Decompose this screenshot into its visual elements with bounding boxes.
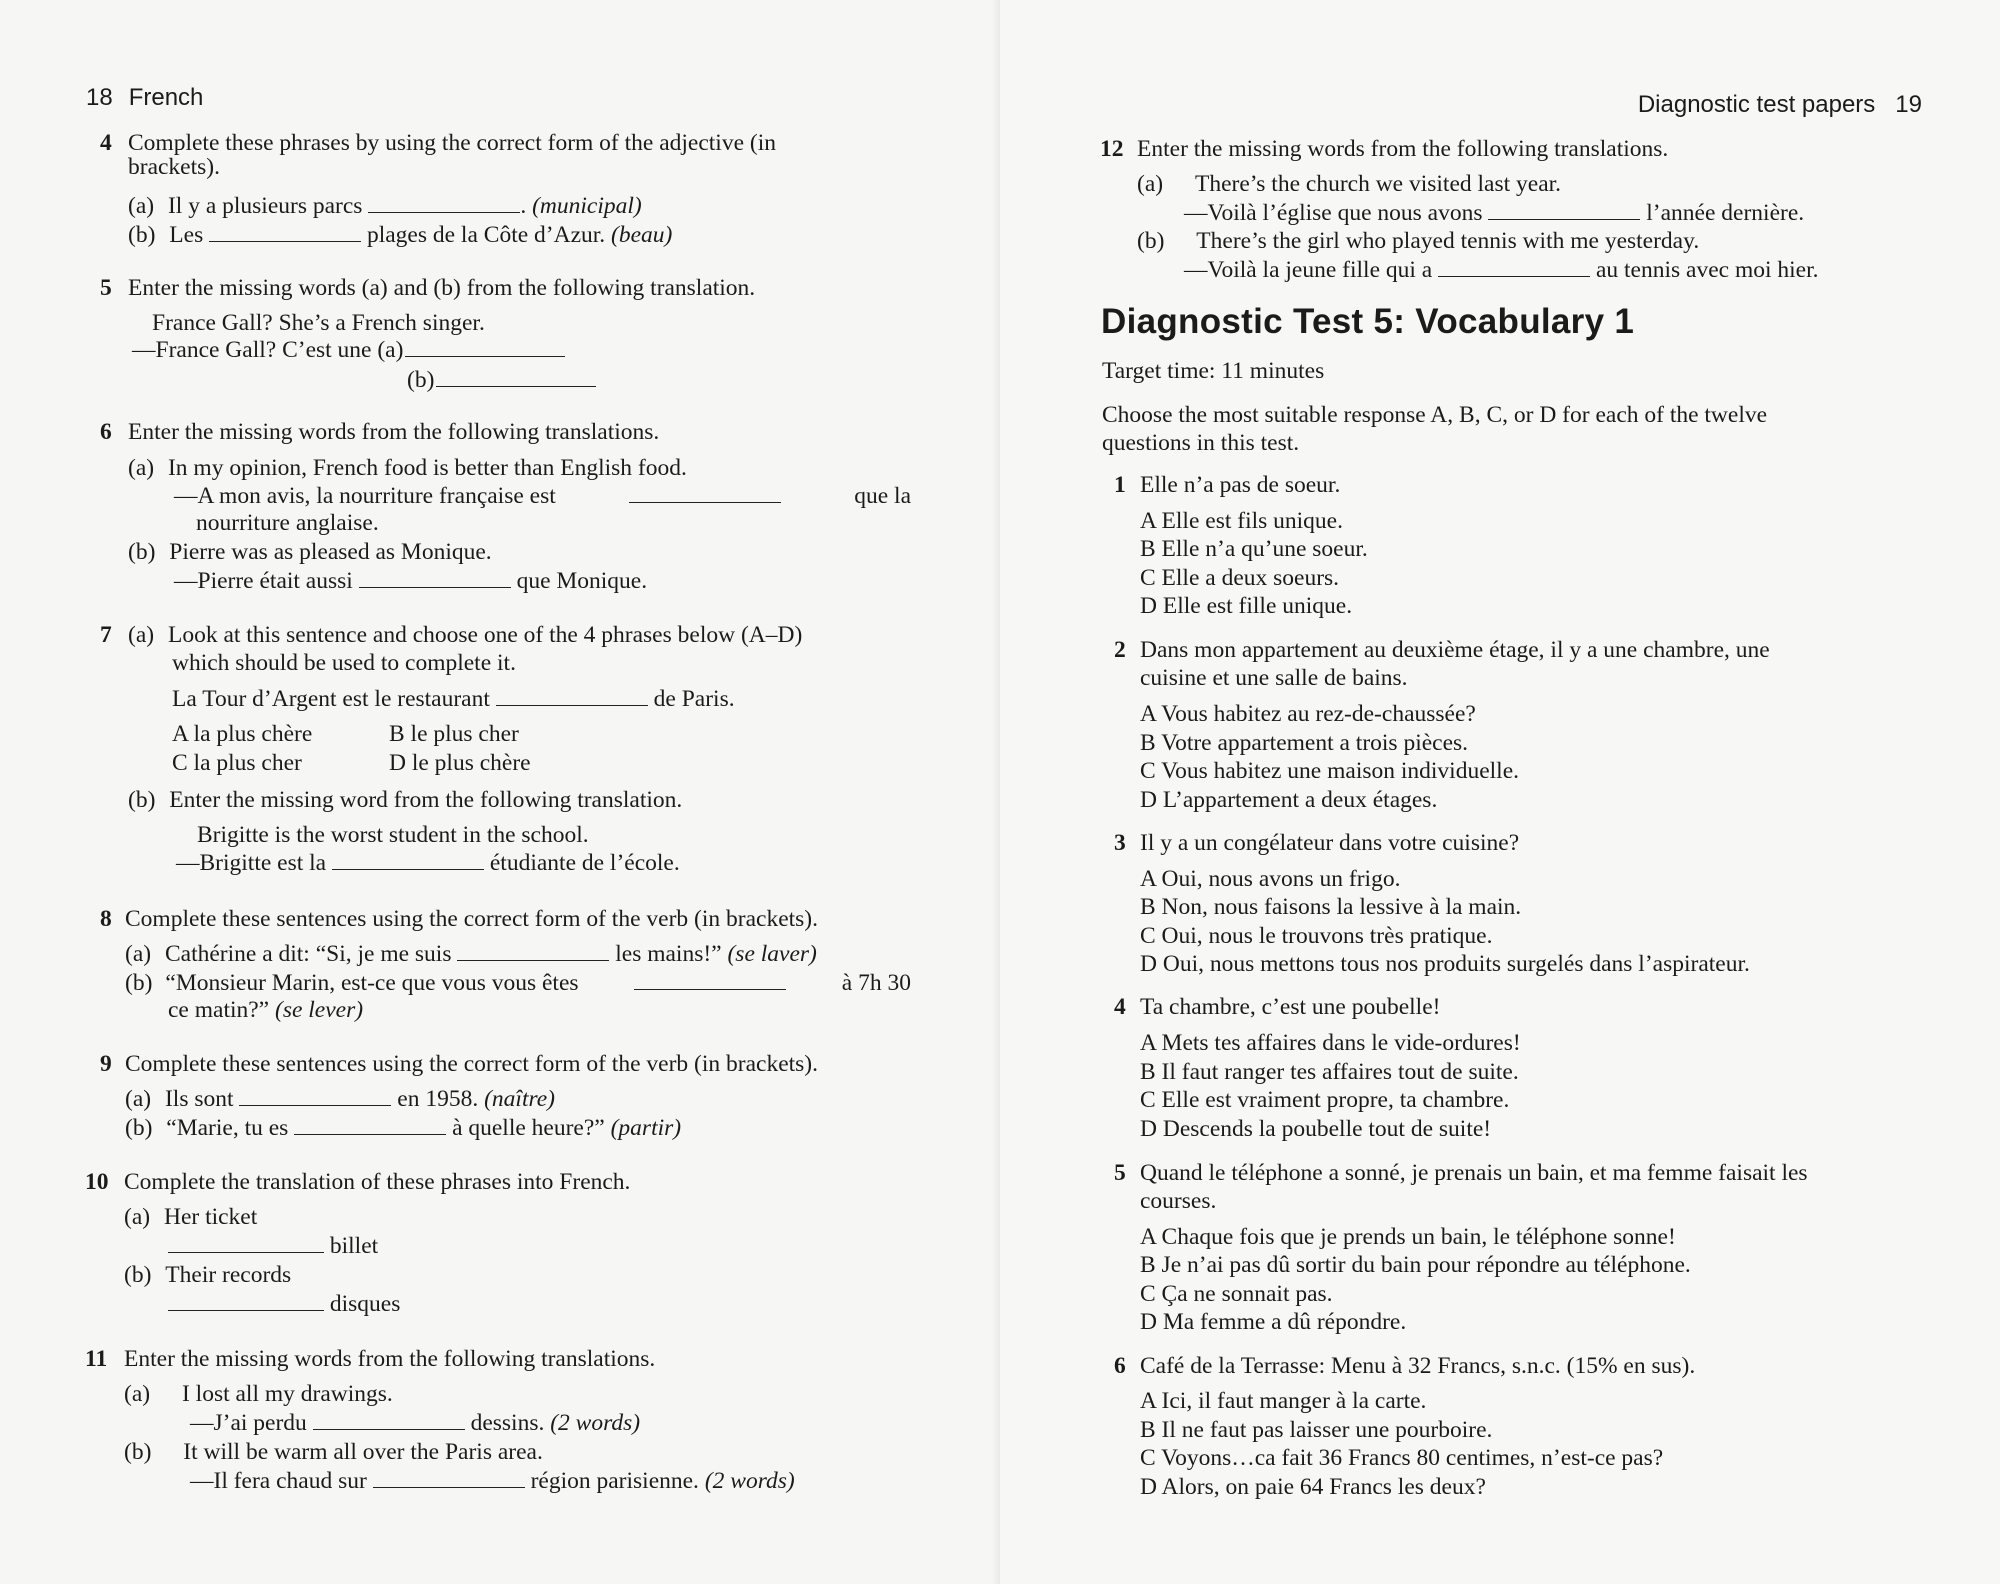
item-4b xyxy=(128,221,672,249)
option-a: A Chaque fois que je prends un bain, le téléphone sonne! xyxy=(1140,1224,1676,1250)
option-c: C la plus cher xyxy=(172,750,302,776)
item-label: (a) xyxy=(124,1381,151,1407)
item-label: (b) xyxy=(125,1115,153,1141)
option-c: C Ça ne sonnait pas. xyxy=(1140,1281,1333,1307)
item-text: . xyxy=(520,193,527,219)
item-text: Les xyxy=(169,222,204,248)
item-9b xyxy=(125,1114,681,1142)
item-text: La Tour d’Argent est le restaurant xyxy=(172,686,490,712)
item-text: plages de la Côte d’Azur. xyxy=(366,222,606,248)
item-text: en 1958. xyxy=(397,1086,479,1112)
instruction-text: Look at this sentence and choose one of the 4 phrases below (A–D) xyxy=(167,622,803,648)
item-text: ce matin?” xyxy=(168,997,270,1023)
question-number: 11 xyxy=(85,1346,108,1372)
option-c: C Elle est vraiment propre, ta chambre. xyxy=(1140,1087,1510,1113)
item-text: billet xyxy=(329,1233,379,1259)
option-b: B Je n’ai pas dû sortir du bain pour répondre au téléphone. xyxy=(1140,1252,1691,1278)
question-line: Dans mon appartement au deuxième étage, il y a une chambre, une xyxy=(1140,637,1770,663)
answer-blank xyxy=(239,1085,391,1106)
english-sentence: Their records xyxy=(165,1262,292,1288)
item-text: —Voilà l’église que nous avons xyxy=(1184,200,1483,226)
item-text: que Monique. xyxy=(516,568,648,594)
item-text: que la xyxy=(854,483,911,509)
item-text: —Brigitte est la xyxy=(176,850,327,876)
hint-text: (se laver) xyxy=(727,941,817,967)
item-label: (a) xyxy=(125,1086,152,1112)
question-number: 6 xyxy=(1114,1353,1126,1379)
item-11b xyxy=(124,1438,543,1466)
option-c: C Vous habitez une maison individuelle. xyxy=(1140,758,1520,784)
option-c: C Elle a deux soeurs. xyxy=(1140,565,1340,591)
item-label: (b) xyxy=(124,1262,152,1288)
instruction-text: Enter the missing words from the following translations. xyxy=(124,1346,656,1372)
item-text: étudiante de l’école. xyxy=(489,850,680,876)
hint-text: (municipal) xyxy=(532,193,642,219)
answer-blank xyxy=(313,1409,465,1430)
option-a: A Oui, nous avons un frigo. xyxy=(1140,866,1401,892)
item-text: nourriture anglaise. xyxy=(196,510,379,536)
option-c: C Voyons…ca fait 36 Francs 80 centimes, n’est-ce pas? xyxy=(1140,1445,1664,1471)
option-a: A la plus chère xyxy=(172,721,313,747)
french-sentence xyxy=(176,849,680,877)
question-4 xyxy=(128,129,911,157)
question-text: Café de la Terrasse: Menu à 32 Francs, s.n.c. (15% en sus). xyxy=(1140,1353,1696,1379)
english-sentence: There’s the church we visited last year. xyxy=(1194,171,1562,197)
english-sentence: Brigitte is the worst student in the school. xyxy=(197,822,589,848)
english-sentence: In my opinion, French food is better than English food. xyxy=(167,455,687,481)
answer-blank xyxy=(634,969,786,990)
english-sentence: Pierre was as pleased as Monique. xyxy=(169,539,492,565)
item-10a-answer xyxy=(168,1232,378,1260)
french-sentence xyxy=(1184,256,1819,284)
item-text: “Marie, tu es xyxy=(166,1115,289,1141)
item-text: —A mon avis, la nourriture française est xyxy=(174,483,556,509)
answer-blank xyxy=(373,1467,525,1488)
instruction-text: questions in this test. xyxy=(1102,430,1300,456)
item-label: (a) xyxy=(124,1204,151,1230)
item-label: (a) xyxy=(128,455,155,481)
question-text: Elle n’a pas de soeur. xyxy=(1140,472,1341,498)
instruction-text: brackets). xyxy=(128,154,220,180)
item-6a xyxy=(128,454,687,482)
french-sentence xyxy=(190,1409,640,1437)
item-text: —J’ai perdu xyxy=(190,1410,307,1436)
item-12a xyxy=(1137,170,1561,198)
item-7b xyxy=(128,786,682,814)
answer-blank xyxy=(294,1114,446,1135)
item-text: dessins. xyxy=(470,1410,545,1436)
item-10b xyxy=(124,1261,291,1289)
item-text: région parisienne. xyxy=(530,1468,699,1494)
question-text: Il y a un congélateur dans votre cuisine? xyxy=(1140,830,1520,856)
running-head-right xyxy=(1638,91,1922,119)
hint-text: (beau) xyxy=(611,222,673,248)
answer-blank xyxy=(496,685,648,706)
option-b: B Il faut ranger tes affaires tout de suite. xyxy=(1140,1059,1519,1085)
page-number: 19 xyxy=(1895,91,1922,118)
item-text: l’année dernière. xyxy=(1646,200,1805,226)
question-number: 5 xyxy=(100,275,112,301)
item-text: les mains!” xyxy=(615,941,722,967)
item-10a xyxy=(124,1203,257,1231)
item-text: à 7h 30 xyxy=(841,970,911,996)
item-9a xyxy=(125,1085,555,1113)
option-a: A Elle est fils unique. xyxy=(1140,508,1343,534)
instruction-text: Enter the missing words from the following translations. xyxy=(1137,136,1669,162)
instruction-text: which should be used to complete it. xyxy=(172,650,516,676)
question-text: courses. xyxy=(1140,1188,1217,1214)
question-number: 12 xyxy=(1100,136,1124,162)
item-label: (a) xyxy=(128,622,155,648)
option-a: A Ici, il faut manger à la carte. xyxy=(1140,1388,1427,1414)
item-4a xyxy=(128,192,642,220)
question-number: 4 xyxy=(100,130,112,156)
instruction-text: Enter the missing words (a) and (b) from the following translation. xyxy=(128,275,756,301)
option-b: B Il ne faut pas laisser une pourboire. xyxy=(1140,1417,1493,1443)
item-text: Cathérine a dit: “Si, je me suis xyxy=(164,941,452,967)
item-label: (b) xyxy=(128,787,156,813)
question-number: 6 xyxy=(100,419,112,445)
option-d: D L’appartement a deux étages. xyxy=(1140,787,1438,813)
answer-blank xyxy=(436,366,596,387)
item-8a xyxy=(125,940,817,968)
item-text: —France Gall? C’est une (a) xyxy=(132,337,404,363)
french-sentence xyxy=(190,1467,795,1495)
option-b: B Non, nous faisons la lessive à la main. xyxy=(1140,894,1522,920)
item-text: au tennis avec moi hier. xyxy=(1595,257,1819,283)
hint-text: (2 words) xyxy=(550,1410,641,1436)
answer-blank xyxy=(332,849,484,870)
item-7a xyxy=(128,621,802,649)
item-5b xyxy=(407,366,596,394)
item-text: —Voilà la jeune fille qui a xyxy=(1184,257,1433,283)
item-text: Ils sont xyxy=(164,1086,234,1112)
running-head-left xyxy=(86,84,203,112)
hint-text: (naître) xyxy=(484,1086,556,1112)
french-sentence xyxy=(174,567,647,595)
english-sentence: It will be warm all over the Paris area. xyxy=(183,1439,543,1465)
french-sentence xyxy=(174,482,911,510)
instruction-text: Enter the missing words from the following translations. xyxy=(128,419,660,445)
option-b: B Votre appartement a trois pièces. xyxy=(1140,730,1469,756)
question-text: cuisine et une salle de bains. xyxy=(1140,665,1408,691)
english-sentence: France Gall? She’s a French singer. xyxy=(152,310,485,336)
item-label: (b) xyxy=(128,222,156,248)
answer-blank xyxy=(629,482,781,503)
instruction-text: Complete these phrases by using the correct form of the adjective (in xyxy=(128,130,776,156)
item-text: “Monsieur Marin, est-ce que vous vous êtes xyxy=(165,970,579,996)
option-b: B Elle n’a qu’une soeur. xyxy=(1140,536,1368,562)
question-number: 8 xyxy=(100,906,112,932)
hint-text: (se lever) xyxy=(275,997,364,1023)
english-sentence: There’s the girl who played tennis with me yesterday. xyxy=(1196,228,1700,254)
hint-text: (2 words) xyxy=(704,1468,795,1494)
option-d: D Ma femme a dû répondre. xyxy=(1140,1309,1407,1335)
item-8b xyxy=(125,969,911,997)
item-10b-answer xyxy=(168,1290,400,1318)
instruction-text: Complete the translation of these phrases into French. xyxy=(124,1169,631,1195)
option-d: D le plus chère xyxy=(389,750,531,776)
english-sentence: Her ticket xyxy=(163,1204,258,1230)
item-label: (b) xyxy=(125,970,153,996)
item-6b xyxy=(128,538,492,566)
item-label: (b) xyxy=(1137,228,1165,254)
answer-blank xyxy=(168,1290,324,1311)
item-text: —Pierre était aussi xyxy=(174,568,353,594)
question-number: 7 xyxy=(100,622,112,648)
answer-blank xyxy=(1438,256,1590,277)
french-sentence xyxy=(1184,199,1804,227)
instruction-text: Complete these sentences using the correct form of the verb (in brackets). xyxy=(125,1051,818,1077)
question-number: 4 xyxy=(1114,994,1126,1020)
item-label: (a) xyxy=(125,941,152,967)
question-number: 9 xyxy=(100,1051,112,1077)
answer-blank xyxy=(209,221,361,242)
question-text: Ta chambre, c’est une poubelle! xyxy=(1140,994,1441,1020)
running-head-title: French xyxy=(128,84,204,111)
option-b: B le plus cher xyxy=(389,721,519,747)
answer-blank xyxy=(1488,199,1640,220)
item-text: à quelle heure?” xyxy=(452,1115,605,1141)
page-number: 18 xyxy=(86,84,113,111)
answer-blank xyxy=(405,336,565,357)
option-c: C Oui, nous le trouvons très pratique. xyxy=(1140,923,1493,949)
english-sentence: I lost all my drawings. xyxy=(181,1381,393,1407)
target-time: Target time: 11 minutes xyxy=(1102,358,1325,384)
question-number: 3 xyxy=(1114,830,1126,856)
option-d: D Descends la poubelle tout de suite! xyxy=(1140,1116,1492,1142)
item-label: (b) xyxy=(124,1439,152,1465)
item-11a xyxy=(124,1380,393,1408)
item-label: (b) xyxy=(407,367,435,393)
option-a: A Vous habitez au rez-de-chaussée? xyxy=(1140,701,1476,727)
question-line: Quand le téléphone a sonné, je prenais un bain, et ma femme faisait les xyxy=(1140,1160,1808,1186)
item-8b-cont xyxy=(168,996,363,1024)
answer-blank xyxy=(457,940,609,961)
option-d: D Oui, nous mettons tous nos produits surgelés dans l’aspirateur. xyxy=(1140,951,1750,977)
item-12b xyxy=(1137,227,1699,255)
hint-text: (partir) xyxy=(610,1115,682,1141)
question-number: 2 xyxy=(1114,637,1126,663)
option-d: D Elle est fille unique. xyxy=(1140,593,1353,619)
running-head-title: Diagnostic test papers xyxy=(1637,91,1876,118)
question-number: 1 xyxy=(1114,472,1126,498)
answer-blank xyxy=(168,1232,324,1253)
instruction-text: Complete these sentences using the correct form of the verb (in brackets). xyxy=(125,906,818,932)
question-number: 10 xyxy=(85,1169,109,1195)
item-label: (a) xyxy=(128,193,155,219)
option-d: D Alors, on paie 64 Francs les deux? xyxy=(1140,1474,1486,1500)
option-a: A Mets tes affaires dans le vide-ordures! xyxy=(1140,1030,1521,1056)
answer-blank xyxy=(368,192,520,213)
instruction-text: Choose the most suitable response A, B, C, or D for each of the twelve xyxy=(1102,402,1768,428)
item-text: Il y a plusieurs parcs xyxy=(167,193,363,219)
item-text: disques xyxy=(329,1291,401,1317)
answer-blank xyxy=(359,567,511,588)
french-sentence xyxy=(132,336,565,364)
instruction-text: Enter the missing word from the following translation. xyxy=(169,787,683,813)
question-number: 5 xyxy=(1114,1160,1126,1186)
section-heading: Diagnostic Test 5: Vocabulary 1 xyxy=(1101,302,1635,341)
question-text xyxy=(1140,1159,1926,1187)
intro-text xyxy=(1102,401,1927,429)
item-text: —Il fera chaud sur xyxy=(190,1468,367,1494)
item-text: de Paris. xyxy=(653,686,735,712)
question-text xyxy=(1140,636,1927,664)
item-label: (b) xyxy=(128,539,156,565)
right-page xyxy=(1000,0,2000,1584)
item-label: (a) xyxy=(1137,171,1164,197)
sentence-7 xyxy=(172,685,735,713)
